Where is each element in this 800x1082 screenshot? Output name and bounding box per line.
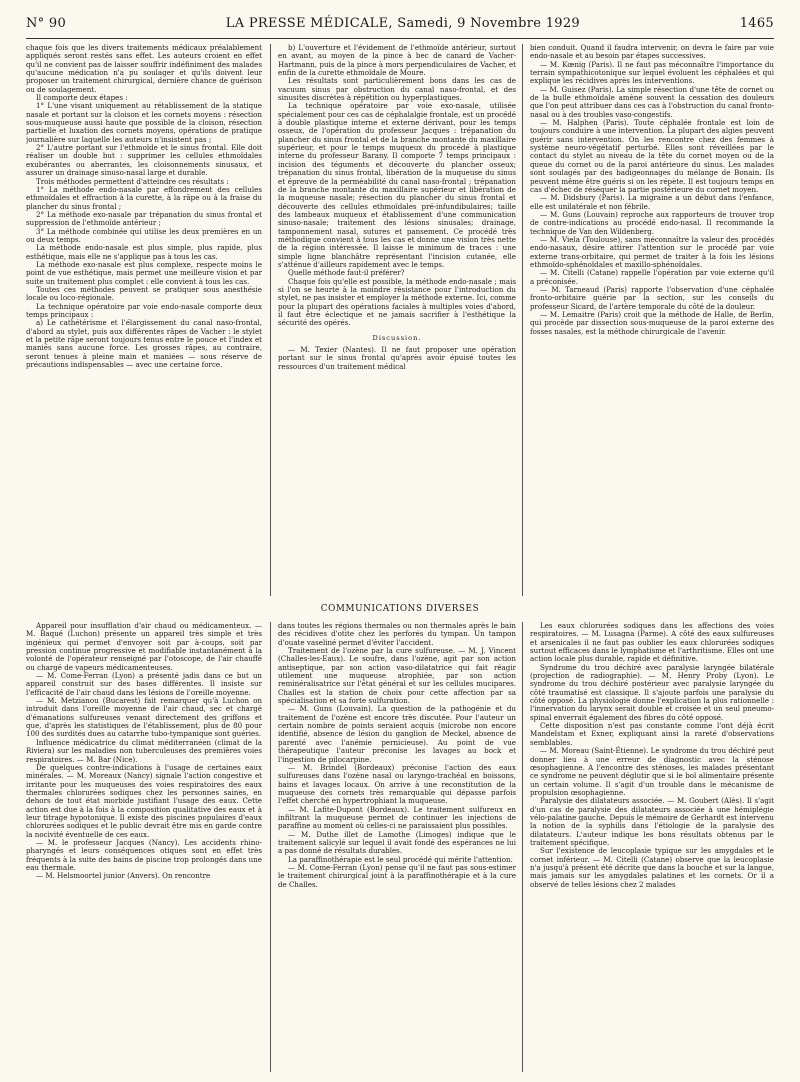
paragraph: Il comporte deux étapes : — [36, 93, 128, 103]
paragraph: Quelle méthode faut-il préférer? — [288, 268, 405, 278]
column-divider — [522, 622, 523, 1072]
column-divider — [522, 44, 523, 596]
column-divider — [270, 622, 271, 1072]
paragraph: Paralysie des dilatateurs associée. — M. Goubert (Alès). Il s'agit d'un cas de paralysie des dilatateurs associée à une hémiplégie vélo-palatine gauche. Depuis le mémoire de Gerhardt est intervenu la notion de la syphilis dans l'étiologie de la paralysie des dilatateurs. L'auteur indique les bons résultats obtenus par le traitement spécifique. — [530, 796, 774, 847]
paragraph: bien conduit. Quand il faudra intervenir, on devra le faire par voie endo-nasale et au besoin par étapes successives. — [530, 44, 774, 61]
paragraph: chaque fois que les divers traitements médicaux préalablement appliqués seront restés sans effet. Les auteurs croient en effet qu'il ne convient pas de laisser souffrir indéfiniment des malades qu'aucune médication n'a pu soulager et qu'ils doivent leur proposer un traitement chirurgical, dernière chance de guérison ou de soulagement. — [26, 44, 262, 94]
paragraph: — M. Viela (Toulouse), sans méconnaître la valeur des procédés endo-nasaux, désire attirer l'attention sur le procédé par voie externe trans-orbitaire, qui permet de traiter à la fois les lésions ethmoïdo-sphénoïdales et maxillo-sphénoïdales. — [530, 234, 774, 269]
paragraph: — M. Tarneaud (Paris) rapporte l'observation d'une céphalée fronto-orbitaire guérie par la section, sur les conseils du professeur Sicard, de l'artère temporale du côté de la douleur. — [530, 284, 774, 311]
paragraph: — M. Didsbury (Paris). La migraine a un début dans l'enfance, elle est unilatérale et non fébrile. — [530, 193, 774, 211]
paragraph: Trois méthodes permettent d'atteindre ces résultats : — [36, 176, 229, 186]
paragraph: Toutes ces méthodes peuvent se pratiquer sous anesthésie locale ou loco-régionale. — [26, 284, 262, 303]
paragraph: — M. Helsmoortel junior (Anvers). On rencontre — [36, 871, 211, 881]
top-column-1 — [26, 44, 262, 598]
paragraph: Appareil pour insufflation d'air chaud ou médicamenteux. — M. Baqué (Luchon) présente un appareil très simple et très ingénieux qui permet d'envoyer soit par à-coups, soit par pression continue progressive et modifiable instantanément à la volonté de l'opérateur renseigné par l'otoscope, de l'air chauffé ou chargé de vapeurs médicamenteuses. — [26, 622, 262, 672]
page-number: 1465 — [739, 16, 774, 31]
paragraph: — M. Brindel (Bordeaux) préconise l'action des eaux sulfureuses dans l'ozène nasal ou laryngo-trachéal en boissons, bains et lavages locaux. On arrive à une reconstitution de la muqueuse des cornets très remarquable qui dépasse parfois l'effet cherché en hypertrophiant la muqueuse. — [278, 762, 516, 806]
paragraph: Discussion. — [372, 333, 422, 342]
paragraph: Syndrome du trou déchiré avec paralysie laryngée bilatérale (projection de radiographie). — M. Henry Proby (Lyon). Le syndrome du trou déchiré postérieur avec paralysie laryngée du côté traumatisé est classique. Il s'ajoute parfois une paralysie du côté opposé. La physiologie donne l'explication la plus rationnelle : l'innervation du larynx serait double et croisée et un seul pneumo-spinal enverrait également des fibres du côté opposé. — [530, 662, 774, 722]
paragraph: — M. Kœnig (Paris). Il ne faut pas méconnaître l'importance du terrain sympathicotonique sur lequel évoluent les céphalées et qui explique les récidives après les interventions. — [530, 59, 774, 86]
paragraph: — M. Lafite-Dupont (Bordeaux). Le traitement sulfureux en infiltrant la muqueuse permet de continuer les injections de paraffine au moment où celles-ci ne paraissaient plus possibles. — [278, 804, 516, 831]
paragraph: 1° La méthode endo-nasale par effondrement des cellules ethmoïdales et effraction à la curette, à la râpe ou à la fraise du plancher du sinus frontal ; — [26, 184, 262, 211]
paragraph: Les eaux chlorurées sodiques dans les affections des voies respiratoires. — M. Lusagna (Parme). A côté des eaux sulfureuses et arsenicales il ne faut pas oublier les eaux chlorurées sodiques surtout efficaces dans le lymphatisme et l'arthritisme. Elles ont une action locale plus durable, rapide et définitive. — [530, 622, 774, 664]
paragraph: — M. Come-Ferran (Lyon) pense qu'il ne faut pas sous-estimer le traitement chirurgical joint à la paraffinothérapie et à la cure de Challes. — [278, 862, 516, 889]
paragraph: 2° La méthode exo-nasale par trépanation du sinus frontal et suppression de l'ethmoïde antérieur ; — [26, 209, 262, 228]
paragraph: La technique opératoire par voie exo-nasale, utilisée spécialement pour ces cas de céphalalgie frontale, est un procédé à double plastique interne et externe dérivant, pour les temps osseux, de l'opération du professeur Jacques : trépanation du plancher du sinus frontal et de la branche montante du maxillaire supérieur, et pour le temps muqueux du procédé à plastique interne du professeur Barany. Il comporte 7 temps principaux : incision des téguments et découverte du plancher osseux; trépanation du sinus frontal, libération de la muqueuse du sinus et épreuve de la perméabilité du canal naso-frontal ; trépanation de la branche montante du maxillaire supérieur et libération de la muqueuse nasale; résection du plancher du sinus frontal et découverte des cellules ethmoïdales pré-infundibulaires; taille des lambeaux muqueux et établissement d'une communication sinuso-nasale; traitement des lésions sinusales; drainage, tamponnement nasal, sutures et pansement. Ce procédé très méthodique convient à tous les cas et donne une vision très nette de la région intéressée. Il laisse le minimum de traces : une simple ligne blanchâtre représentant l'incision cutanée, elle s'atténue d'ailleurs rapidement avec le temps. — [278, 101, 516, 269]
paragraph: — M. Guisez (Paris). La simple résection d'une tête de cornet ou de la bulle ethmoïdale amène souvent la cessation des douleurs que l'on peut attribuer dans ces cas à l'obstruction du canal fronto-nasal ou à des troubles vaso-congestifs. — [530, 84, 774, 119]
paragraph: De quelques contre-indications à l'usage de certaines eaux minérales. — M. Moreaux (Nancy) signale l'action congestive et irritante pour les muqueuses des voies respiratoires des eaux thermales chlorurées sodiques chez les personnes saines, en dehors de tout état morbide justifiant l'usage des eaux. Cette action est due à la fois à la composition qualitative des eaux et à leur titrage hypotonique. Il existe des piscines populaires d'eaux chlorurées sodiques et le public devrait être mis en garde contre la nocivité éventuelle de ces eaux. — [26, 762, 262, 839]
paragraph: dans toutes les régions thermales ou non thermales après le bain des récidives d'otite chez les perforés du tympan. Un tampon d'ouate vaseliné permet d'éviter l'accident. — [278, 622, 516, 647]
paragraph: — M. Come-Ferran (Lyon) a présenté jadis dans ce but un appareil construit sur des bases différentes. Il insiste sur l'efficacité de l'air chaud dans les lésions de l'oreille moyenne. — [26, 671, 262, 697]
issue-number: N° 90 — [26, 16, 67, 31]
paragraph: — M. Moreau (Saint-Étienne). Le syndrome du trou déchiré peut donner lieu à une erreur de diagnostic avec la sténose œsophagienne. A l'encontre des sténoses, les malades présentant ce syndrome ne peuvent déglutir que si le bol alimentaire présente un certain volume. Il s'agit d'un trouble dans le mécanisme de propulsion œsophagienne. — [530, 746, 774, 797]
paragraph: — M. Guns (Louvain). La question de la pathogénie et du traitement de l'ozène est encore très discutée. Pour l'auteur un certain nombre de points seraient acquis (microbe non encore identifié, absence de lésion du ganglion de Meckel, absence de parenté avec l'anémie pernicieuse). Au point de vue thérapeutique l'auteur préconise les lavages au bock et l'ingestion de pilocarpine. — [278, 704, 516, 764]
paragraph: b) L'ouverture et l'évidement de l'ethmoïde antérieur, surtout en avant, au moyen de la pince à bec de canard de Vacher-Hartmann, puis de la pince à mors perpendiculaires de Vacher, et enfin de la curette ethmoïdale de Moure. — [278, 44, 516, 78]
paragraph: — M. Metzianou (Bucarest) fait remarquer qu'à Luchon on introduit dans l'oreille moyenne de l'air chaud, sec et chargé d'émanations sulfureuses venant directement des griffons et que, d'après les statistiques de l'établissement, plus de 80 pour 100 des surdités dues au catarrhe tubo-tympanique sont guéries. — [26, 696, 262, 739]
paragraph: Sur l'existence de leucoplasie typique sur les amygdales et le cornet inférieur. — M. Citelli (Catane) observe que la leucoplasie n'a jusqu'à présent été décrite que dans la bouche et sur la langue, mais jamais sur les amygdales palatines et les cornets. Or il a observé de telles lésions chez 2 malades — [530, 846, 774, 889]
paragraph: 3° La méthode combinée qui utilise les deux premières en un ou deux temps. — [26, 226, 262, 244]
paragraph: a) Le cathétérisme et l'élargissement du canal naso-frontal, d'abord au stylet, puis aux différentes râpes de Vacher : le stylet et la petite râpe seront toujours tenus entre le pouce et l'index et maniés sans aucune force. Les grosses râpes, au contraire, seront tenues à pleine main et maniées — sous réserve de précautions indispensables — avec une certaine force. — [26, 318, 262, 370]
paragraph: 2° L'autre portant sur l'ethmoïde et le sinus frontal. Elle doit réaliser un double but : supprimer les cellules ethmoïdales exubérantes ou aberrantes, les cloisonnements sinusaux, et assurer un drainage sinuso-nasal large et durable. — [26, 143, 262, 178]
bottom-column-3 — [530, 622, 774, 1074]
paragraph: — M. Citelli (Catane) rappelle l'opération par voie externe qu'il a préconisée. — [530, 268, 774, 286]
paragraph: Influence médicatrice du climat méditerranéen (climat de la Riviera) sur les maladies non tuberculeuses des premières voies respiratoires. — M. Bar (Nice). — [26, 737, 262, 764]
paragraph: — M. Texier (Nantes). Il ne faut proposer une opération portant sur le sinus frontal qu'après avoir épuisé toutes les ressources d'un traitement médical — [278, 345, 516, 371]
paragraph: Les résultats sont particulièrement bons dans les cas de vacuum sinus par obstruction du canal naso-frontal, et des sinusites discrètes à répétition ou hyperplastiques. — [278, 76, 516, 103]
paragraph: — M. Duthe illet de Lamothe (Limoges) indique que le traitement salicylé sur lequel il avait fondé des espérances ne lui a pas donné de résultats durables. — [278, 829, 516, 856]
paragraph: La paraffinothérapie est le seul procédé qui mérite l'attention. — [288, 854, 513, 864]
section-title: COMMUNICATIONS DIVERSES — [320, 604, 480, 614]
column-divider — [270, 44, 271, 596]
paragraph: — M. Guns (Louvain) reproche aux rapporteurs de trouver trop de contre-indications au procédé endo-nasal. Il recommande la technique de Van den Wildenberg. — [530, 209, 774, 236]
bottom-column-1 — [26, 622, 262, 1074]
paragraph: 1° L'une visant uniquement au rétablissement de la statique nasale et portant sur la cloison et les cornets moyens : résection sous-muqueuse aussi haute que possible de la cloison, résection partielle et luxation des cornets moyens, opérations de pratique journalière sur laquelle les auteurs n'insistent pas ; — [26, 101, 262, 144]
paragraph: La méthode exo-nasale est plus complexe, respecte moins le point de vue esthétique, mais permet une meilleure vision et par suite un traitement plus complet : elle convient à tous les cas. — [26, 259, 262, 286]
page-header — [26, 16, 774, 38]
paragraph: Cette disposition n'est pas constante comme l'ont déjà écrit Mandelstam et Exner, expliquant ainsi la rareté d'observations semblables. — [530, 721, 774, 747]
top-column-2 — [278, 44, 516, 598]
paragraph: — M. Halphen (Paris). Toute céphalée frontale est loin de toujours conduire à une intervention. La plupart des algies peuvent guérir sans intervention. On les rencontre chez des femmes à système neuro-végétatif perturbé. Elles sont réveillées par le contact du stylet au niveau de la tête du cornet moyen ou de la queue du cornet ou de la paroi antérieure du sinus. Les malades sont soulagés par des badigeonnages du mélange de Bonain. Ils peuvent même être guéris si on les répète. Il est toujours temps en cas d'échec de réséquer la partie postérieure du cornet moyen. — [530, 118, 774, 194]
paragraph: Traitement de l'ozène par la cure sulfureuse. — M. J. Vincent (Challes-les-Eaux). Le soufre, dans l'ozène, agit par son action antiseptique, par son action vaso-dilatatrice qui fait réagir utilement une muqueuse atrophiée, par son action reminéralisatrice sur l'état général et sur les cellules mucipares. Challes est la station de choix pour cette affection par sa spécialisation et sa forte sulfuration. — [278, 646, 516, 706]
bottom-column-2 — [278, 622, 516, 1074]
paragraph: Chaque fois qu'elle est possible, la méthode endo-nasale ; mais si l'on se heurte à la moindre résistance pour l'introduction du stylet, ne pas insister et employer la méthode externe. Ici, comme pour la plupart des opérations faciales à multiples voies d'abord, il faut être éclectique et ne jamais sacrifier à l'esthétique la sécurité des opérés. — [278, 276, 516, 328]
journal-title: LA PRESSE MÉDICALE, Samedi, 9 Novembre 1929 — [225, 16, 580, 31]
top-column-3 — [530, 44, 774, 598]
paragraph: La technique opératoire par voie endo-nasale comporte deux temps principaux : — [26, 301, 262, 319]
paragraph: — M. le professeur Jacques (Nancy). Les accidents rhino-pharyngés et leurs conséquences otiques sont en effet très fréquents à la suite des bains de piscine trop prolongés dans une eau thermale. — [26, 837, 262, 872]
paragraph: La méthode endo-nasale est plus simple, plus rapide, plus esthétique, mais elle ne s'applique pas à tous les cas. — [26, 243, 262, 261]
header-rule — [26, 38, 774, 39]
paragraph: — M. Lemaitre (Paris) croit que la méthode de Halle, de Berlin, qui procède par dissection sous-muqueuse de la paroi externe des fosses nasales, est la méthode chirurgicale de l'avenir. — [530, 310, 774, 336]
